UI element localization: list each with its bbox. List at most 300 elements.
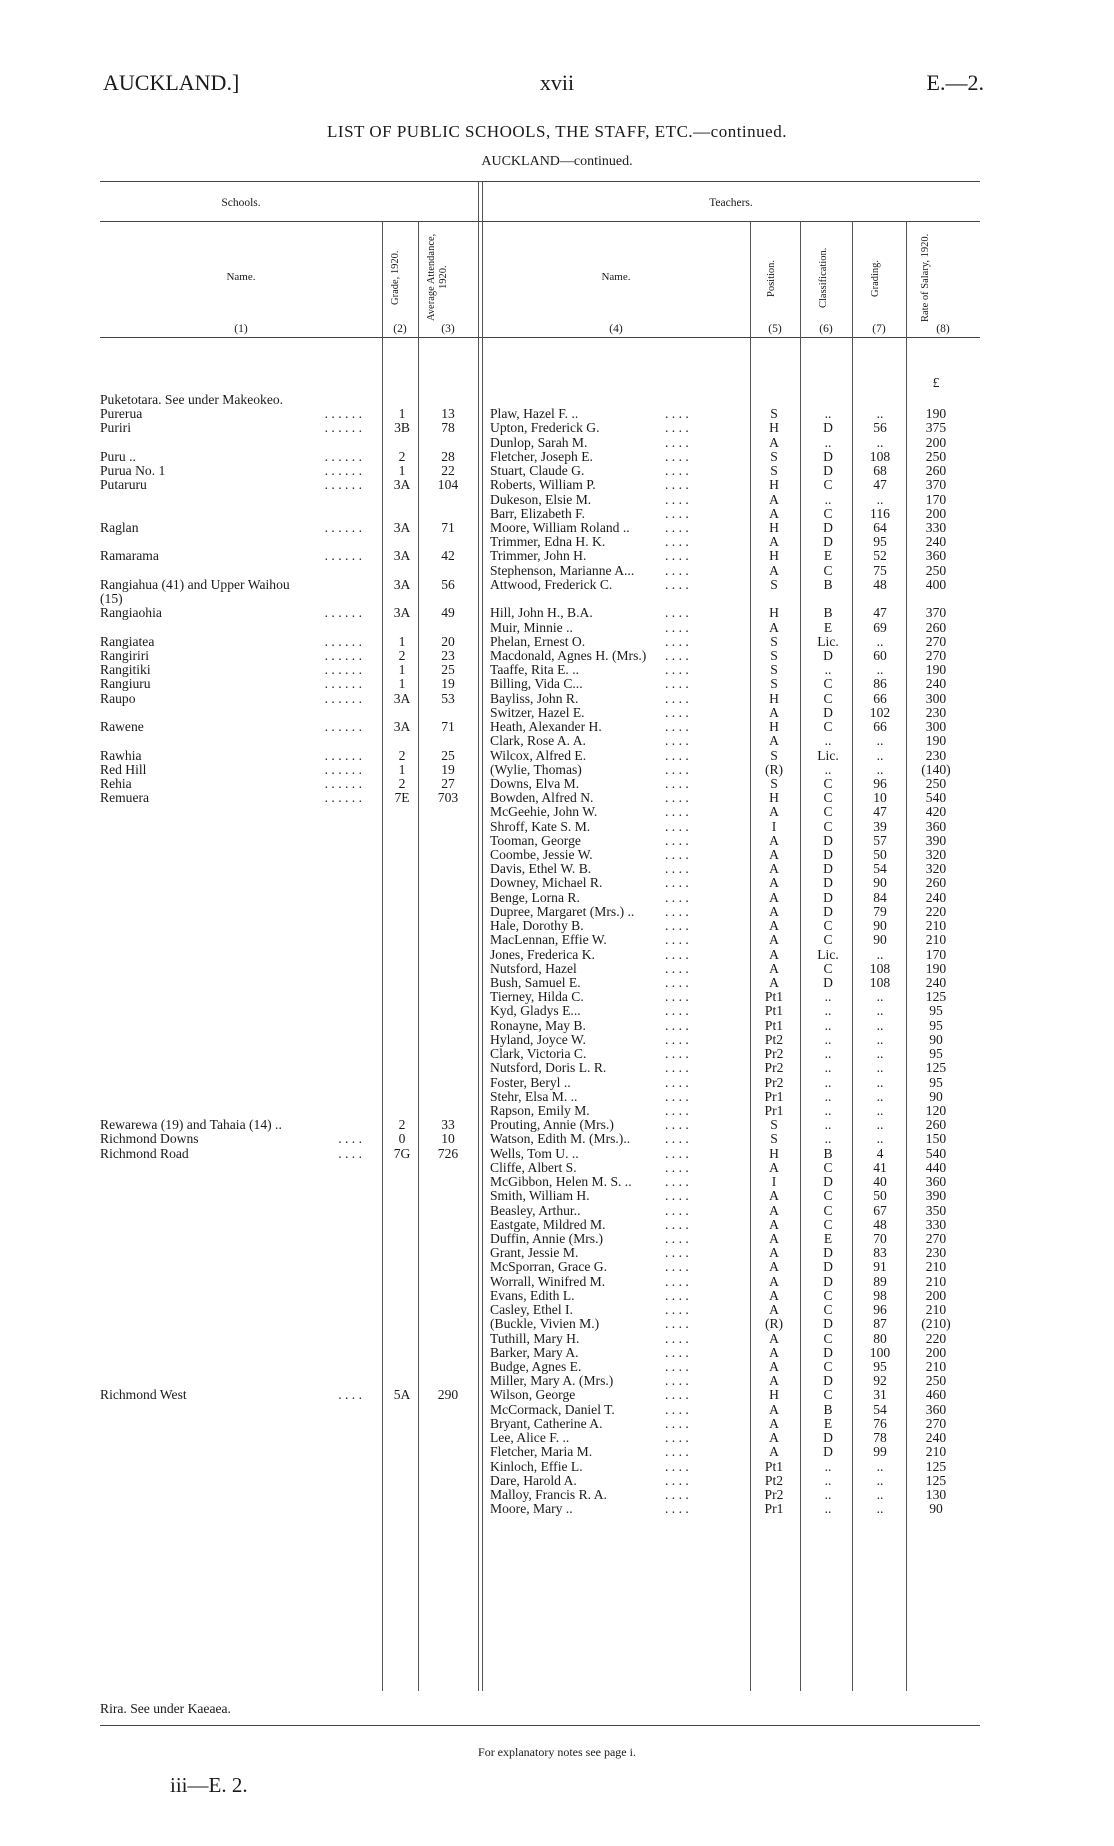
teacher-name: Shroff, Kate S. M. <box>490 818 591 834</box>
dot-leader: . . . . <box>665 1117 689 1133</box>
teacher-name: Tooman, George <box>490 832 581 848</box>
dot-leader: . . . . <box>665 818 689 834</box>
grading: 70 <box>873 1230 887 1246</box>
position: A <box>769 975 779 991</box>
teacher-name: Stephenson, Marianne A... <box>490 562 635 578</box>
salary: 170 <box>925 946 947 962</box>
colnum: (7) <box>872 323 886 335</box>
salary: (210) <box>921 1316 951 1332</box>
colnum: (2) <box>393 323 407 335</box>
school-name: Rawene <box>100 719 144 735</box>
teacher-name: Budge, Agnes E. <box>490 1358 582 1374</box>
grade: 2 <box>398 448 406 464</box>
classification: D <box>823 448 833 464</box>
classification: .. <box>824 491 832 507</box>
classification: .. <box>824 1472 832 1488</box>
teacher-name: Moore, Mary .. <box>490 1501 573 1517</box>
dot-leader: . . . . <box>665 1415 689 1431</box>
position: A <box>769 918 779 934</box>
teacher-name: Upton, Frederick G. <box>490 420 600 436</box>
teacher-name: Barr, Elizabeth F. <box>490 505 586 521</box>
teacher-name: Barker, Mary A. <box>490 1344 579 1360</box>
salary: 540 <box>925 790 947 806</box>
grading: 83 <box>873 1245 887 1261</box>
school-leader: . . . . . . <box>324 790 362 806</box>
dot-leader: . . . . <box>665 1245 689 1261</box>
school-leader: . . . . . . <box>324 690 362 706</box>
salary: 125 <box>925 1060 947 1076</box>
school-leader: . . . . <box>338 1387 362 1403</box>
grading: .. <box>876 434 884 450</box>
salary: 250 <box>925 775 947 791</box>
salary: 190 <box>925 662 947 678</box>
school-leader: . . . . . . <box>324 761 362 777</box>
position: H <box>769 1387 779 1403</box>
rira-note <box>100 1700 980 1717</box>
teacher-name: McGeehie, John W. <box>490 804 598 820</box>
teacher-name: Nutsford, Doris L. R. <box>490 1060 607 1076</box>
grading: 108 <box>869 975 891 991</box>
teacher-name: Benge, Lorna R. <box>490 889 580 905</box>
position: H <box>769 719 779 735</box>
dot-leader: . . . . <box>665 505 689 521</box>
school-leader: . . . . . . <box>324 633 362 649</box>
grading: 91 <box>873 1259 887 1275</box>
position: A <box>769 1230 779 1246</box>
school-name: Purua No. 1 <box>100 463 166 479</box>
attendance: 56 <box>441 576 455 592</box>
position: S <box>770 463 778 479</box>
col-position: Position. <box>766 259 777 297</box>
grading: .. <box>876 662 884 678</box>
salary: 220 <box>925 903 947 919</box>
salary: 240 <box>925 1430 947 1446</box>
header-right: E.—2. <box>926 70 984 95</box>
dot-leader: . . . . <box>665 889 689 905</box>
classification: B <box>823 1401 833 1417</box>
salary: 350 <box>925 1202 947 1218</box>
colnum: (8) <box>936 323 950 335</box>
col-grading: Grading. <box>870 259 881 297</box>
classification: C <box>823 818 833 834</box>
salary: 375 <box>925 420 947 436</box>
dot-leader: . . . . <box>665 1230 689 1246</box>
attendance: 27 <box>441 775 455 791</box>
salary: 200 <box>925 1344 947 1360</box>
position: Pr1 <box>764 1088 784 1104</box>
position: A <box>769 505 779 521</box>
position: A <box>769 1401 779 1417</box>
position: Pt1 <box>764 1458 784 1474</box>
position: A <box>769 491 779 507</box>
teacher-name: Hale, Dorothy B. <box>490 918 584 934</box>
grade: 7G <box>393 1145 411 1161</box>
grade: 5A <box>393 1387 411 1403</box>
grading: 116 <box>870 505 890 521</box>
grading: 95 <box>873 534 887 550</box>
group-teachers: Teachers. <box>709 197 753 209</box>
grade: 1 <box>398 633 406 649</box>
salary: 220 <box>925 1330 947 1346</box>
header-page-number: xvii <box>539 70 575 95</box>
attendance: 104 <box>437 477 459 493</box>
grading: 90 <box>873 932 887 948</box>
dot-leader: . . . . <box>665 1188 689 1204</box>
position: S <box>770 662 778 678</box>
salary: 95 <box>929 1003 943 1019</box>
dot-leader: . . . . <box>665 832 689 848</box>
classification: D <box>823 1259 833 1275</box>
grading: 86 <box>873 676 887 692</box>
dot-leader: . . . . <box>665 875 689 891</box>
salary: 240 <box>925 534 947 550</box>
grading: 50 <box>873 847 887 863</box>
classification: .. <box>824 1458 832 1474</box>
position: A <box>769 1330 779 1346</box>
classification: C <box>823 690 833 706</box>
classification: C <box>823 1188 833 1204</box>
dot-leader: . . . . <box>665 1174 689 1190</box>
position: A <box>769 1159 779 1175</box>
school-name: Richmond West <box>100 1387 187 1403</box>
grading: .. <box>876 989 884 1005</box>
dot-leader: . . . . <box>665 448 689 464</box>
grading: 80 <box>873 1330 887 1346</box>
salary: 95 <box>929 1074 943 1090</box>
salary: 400 <box>925 576 947 592</box>
salary: 200 <box>925 434 947 450</box>
classification: .. <box>824 662 832 678</box>
dot-leader: . . . . <box>665 847 689 863</box>
grade: 3A <box>393 519 411 535</box>
colnum: (4) <box>609 323 623 335</box>
dot-leader: . . . . <box>665 790 689 806</box>
position: H <box>769 519 779 535</box>
attendance: 20 <box>441 633 455 649</box>
teacher-name: MacLennan, Effie W. <box>490 932 607 948</box>
position: A <box>769 619 779 635</box>
salary: 260 <box>925 875 947 891</box>
position: H <box>769 548 779 564</box>
dot-leader: . . . . <box>665 576 689 592</box>
school-leader: . . . . . . <box>324 747 362 763</box>
position: S <box>770 747 778 763</box>
school-name: Puriri <box>100 420 131 436</box>
position: Pt2 <box>764 1031 784 1047</box>
classification: D <box>823 1174 833 1190</box>
position: Pt1 <box>764 1003 784 1019</box>
teacher-name: Clark, Rose A. A. <box>490 733 586 749</box>
position: Pt2 <box>764 1472 784 1488</box>
position: A <box>769 1287 779 1303</box>
position: A <box>769 960 779 976</box>
dot-leader: . . . . <box>665 761 689 777</box>
salary: (140) <box>921 761 951 777</box>
position: A <box>769 1259 779 1275</box>
teacher-name: Trimmer, Edna H. K. <box>490 534 606 550</box>
classification: C <box>823 1302 833 1318</box>
teacher-name: Foster, Beryl .. <box>490 1074 571 1090</box>
position: S <box>770 448 778 464</box>
classification: D <box>823 1344 833 1360</box>
grading: 54 <box>873 1401 887 1417</box>
grading: 4 <box>876 1145 884 1161</box>
classification: D <box>823 889 833 905</box>
classification: .. <box>824 733 832 749</box>
teacher-name: Eastgate, Mildred M. <box>490 1216 606 1232</box>
salary: 90 <box>929 1088 943 1104</box>
classification: D <box>823 1373 833 1389</box>
salary: 330 <box>925 519 947 535</box>
classification: .. <box>824 434 832 450</box>
grade: 1 <box>398 662 406 678</box>
salary: 210 <box>925 1444 947 1460</box>
school-leader: . . . . . . <box>324 647 362 663</box>
dot-leader: . . . . <box>665 1074 689 1090</box>
salary: 540 <box>925 1145 947 1161</box>
salary: 460 <box>925 1387 947 1403</box>
dot-leader: . . . . <box>665 918 689 934</box>
salary: 120 <box>925 1103 947 1118</box>
grading: 96 <box>873 1302 887 1318</box>
teacher-name: Stuart, Claude G. <box>490 463 585 479</box>
classification: .. <box>824 1017 832 1033</box>
grading: 99 <box>873 1444 887 1460</box>
grading: 79 <box>873 903 887 919</box>
grading: 95 <box>873 1358 887 1374</box>
classification: Lic. <box>817 946 839 962</box>
grading: .. <box>876 1486 884 1502</box>
grading: .. <box>876 1088 884 1104</box>
dot-leader: . . . . <box>665 1287 689 1303</box>
grading: .. <box>876 1103 884 1118</box>
classification: .. <box>824 1074 832 1090</box>
position: Pr2 <box>764 1060 784 1076</box>
classification: .. <box>824 1103 832 1118</box>
classification: C <box>823 1287 833 1303</box>
grading: 87 <box>873 1316 887 1332</box>
grade: 0 <box>398 1131 406 1147</box>
colnum: (6) <box>819 323 833 335</box>
salary: 270 <box>925 633 947 649</box>
classification: .. <box>824 1088 832 1104</box>
classification: D <box>823 1273 833 1289</box>
grading: .. <box>876 406 884 422</box>
position: Pr2 <box>764 1046 784 1062</box>
grading: .. <box>876 491 884 507</box>
classification: D <box>823 1430 833 1446</box>
position: S <box>770 576 778 592</box>
salary: 210 <box>925 932 947 948</box>
school-name: Puketotara. See under Makeokeo. <box>100 392 284 407</box>
dot-leader: . . . . <box>665 420 689 436</box>
salary: 150 <box>925 1131 947 1147</box>
school-leader: . . . . . . <box>324 519 362 535</box>
school-leader: . . . . . . <box>324 605 362 621</box>
attendance: 49 <box>441 605 455 621</box>
teacher-name: Jones, Frederica K. <box>490 946 595 962</box>
grading: 50 <box>873 1188 887 1204</box>
teacher-name: (Buckle, Vivien M.) <box>490 1316 600 1332</box>
classification: C <box>823 1216 833 1232</box>
salary: 230 <box>925 1245 947 1261</box>
salary: 260 <box>925 1117 947 1133</box>
salary: 170 <box>925 491 947 507</box>
classification: .. <box>824 1117 832 1133</box>
dot-leader: . . . . <box>665 434 689 450</box>
grading: 89 <box>873 1273 887 1289</box>
salary: 90 <box>929 1031 943 1047</box>
classification: Lic. <box>817 747 839 763</box>
teacher-name: Dare, Harold A. <box>490 1472 577 1488</box>
position: S <box>770 775 778 791</box>
dot-leader: . . . . <box>665 946 689 962</box>
dot-leader: . . . . <box>665 1202 689 1218</box>
salary: 300 <box>925 690 947 706</box>
grade: 1 <box>398 761 406 777</box>
dot-leader: . . . . <box>665 989 689 1005</box>
salary: 390 <box>925 1188 947 1204</box>
grade: 3A <box>393 719 411 735</box>
classification: C <box>823 676 833 692</box>
salary: 200 <box>925 505 947 521</box>
grade: 2 <box>398 1117 406 1133</box>
school-leader: . . . . . . <box>324 448 362 464</box>
classification: C <box>823 790 833 806</box>
colnum: (1) <box>234 323 248 335</box>
classification: C <box>823 1358 833 1374</box>
grading: 90 <box>873 918 887 934</box>
salary: 210 <box>925 1273 947 1289</box>
grading: 41 <box>873 1159 887 1175</box>
salary: 125 <box>925 989 947 1005</box>
col-classification: Classification. <box>818 247 829 309</box>
position: S <box>770 676 778 692</box>
teacher-name: Muir, Minnie .. <box>490 619 573 635</box>
teacher-name: Fletcher, Maria M. <box>490 1444 593 1460</box>
grading: 66 <box>873 690 887 706</box>
dot-leader: . . . . <box>665 463 689 479</box>
teacher-name: Nutsford, Hazel <box>490 960 577 976</box>
classification: D <box>823 903 833 919</box>
salary: 240 <box>925 889 947 905</box>
dot-leader: . . . . <box>665 519 689 535</box>
classification: C <box>823 1387 833 1403</box>
grading: .. <box>876 1458 884 1474</box>
grading: 96 <box>873 775 887 791</box>
position: A <box>769 1188 779 1204</box>
teacher-name: Kyd, Gladys E... <box>490 1003 581 1019</box>
salary: 240 <box>925 676 947 692</box>
school-leader: . . . . . . <box>324 676 362 692</box>
teacher-name: Tierney, Hilda C. <box>490 989 584 1005</box>
grading: 56 <box>873 420 887 436</box>
dot-leader: . . . . <box>665 932 689 948</box>
attendance: 23 <box>441 647 455 663</box>
position: (R) <box>764 761 784 777</box>
attendance: 71 <box>441 519 455 535</box>
classification: C <box>823 1202 833 1218</box>
dot-leader: . . . . <box>665 1358 689 1374</box>
salary: 300 <box>925 719 947 735</box>
teacher-name: McGibbon, Helen M. S. .. <box>490 1174 632 1190</box>
grading: .. <box>876 633 884 649</box>
salary: 95 <box>929 1017 943 1033</box>
col-salary: Rate of Salary, 1920. <box>920 233 931 323</box>
attendance: 42 <box>441 548 455 564</box>
grade: 3A <box>393 690 411 706</box>
grading: 108 <box>869 448 891 464</box>
school-name: Red Hill <box>100 761 147 777</box>
teacher-name: Miller, Mary A. (Mrs.) <box>490 1373 614 1389</box>
position: A <box>769 434 779 450</box>
dot-leader: . . . . <box>665 704 689 720</box>
position: A <box>769 1373 779 1389</box>
position: A <box>769 534 779 550</box>
teacher-name: Wells, Tom U. .. <box>490 1145 579 1161</box>
grading: 40 <box>873 1174 887 1190</box>
salary: 360 <box>925 818 947 834</box>
salary: 210 <box>925 918 947 934</box>
salary: 250 <box>925 1373 947 1389</box>
teacher-name: Hill, John H., B.A. <box>490 605 593 621</box>
teacher-name: Taaffe, Rita E. .. <box>490 662 580 678</box>
classification: E <box>823 1415 833 1431</box>
salary: 270 <box>925 647 947 663</box>
teacher-name: Bayliss, John R. <box>490 690 579 706</box>
grading: 64 <box>873 519 887 535</box>
grading: .. <box>876 1131 884 1147</box>
dot-leader: . . . . <box>665 1486 689 1502</box>
grade: 2 <box>398 647 406 663</box>
school-name: Richmond Downs <box>100 1131 199 1147</box>
dot-leader: . . . . <box>665 1088 689 1104</box>
classification: D <box>823 519 833 535</box>
page-signature: iii—E. 2. <box>170 1773 248 1797</box>
dot-leader: . . . . <box>665 747 689 763</box>
grading: .. <box>876 747 884 763</box>
grade: 2 <box>398 747 406 763</box>
grading: 57 <box>873 832 887 848</box>
dot-leader: . . . . <box>665 719 689 735</box>
salary: 360 <box>925 1174 947 1190</box>
teacher-name: Downs, Elva M. <box>490 775 580 791</box>
position: A <box>769 889 779 905</box>
position: A <box>769 1444 779 1460</box>
classification: C <box>823 1330 833 1346</box>
dot-leader: . . . . <box>665 1472 689 1488</box>
teacher-name: Dupree, Margaret (Mrs.) .. <box>490 903 635 919</box>
position: S <box>770 633 778 649</box>
teacher-name: Billing, Vida C... <box>490 676 583 692</box>
dot-leader: . . . . <box>665 1373 689 1389</box>
dot-leader: . . . . <box>665 534 689 550</box>
grade: 3A <box>393 477 411 493</box>
classification: E <box>823 548 833 564</box>
position: A <box>769 562 779 578</box>
position: A <box>769 1430 779 1446</box>
position: A <box>769 704 779 720</box>
attendance: 22 <box>441 463 455 479</box>
classification: D <box>823 1316 833 1332</box>
grading: .. <box>876 761 884 777</box>
salary: 270 <box>925 1230 947 1246</box>
grading: .. <box>876 1117 884 1133</box>
grade: 1 <box>398 676 406 692</box>
group-schools: Schools. <box>221 197 261 209</box>
teacher-name: Macdonald, Agnes H. (Mrs.) <box>490 647 647 663</box>
teacher-name: Hyland, Joyce W. <box>490 1031 586 1047</box>
